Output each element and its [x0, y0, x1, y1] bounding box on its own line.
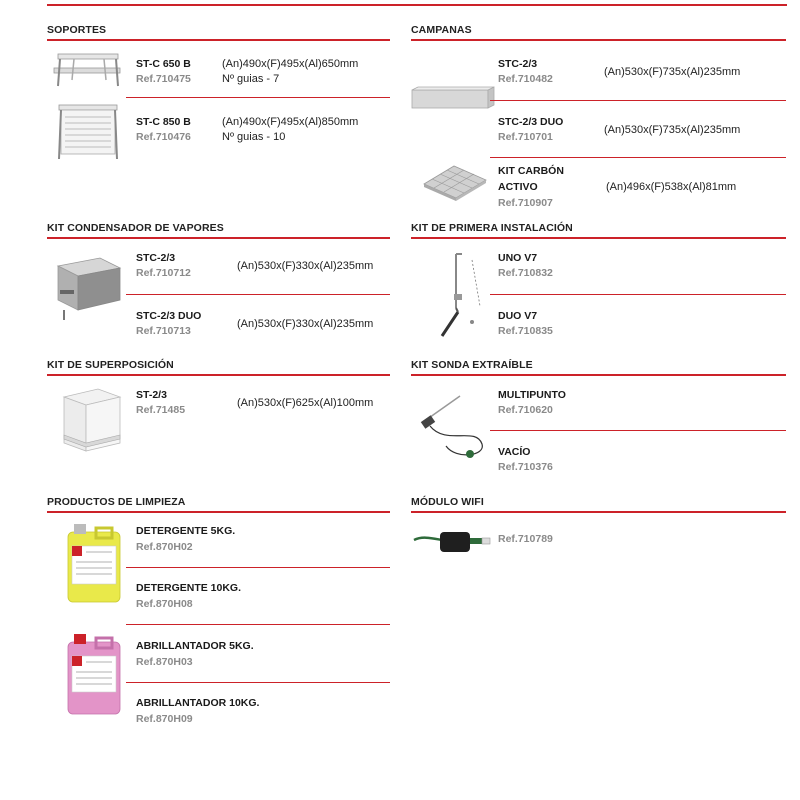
- row-divider: [126, 97, 390, 98]
- product-ref: Ref.870H03: [136, 656, 193, 668]
- product-ref: Ref.710475: [136, 73, 191, 85]
- product-dimensions: (An)530x(F)735x(Al)235mm: [604, 124, 741, 136]
- product-name: MULTIPUNTO: [498, 389, 566, 401]
- product-name: ST-2/3: [136, 389, 167, 401]
- installation-kit-image: [424, 250, 494, 342]
- section-campanas: [411, 24, 786, 41]
- condenser-image: [50, 252, 124, 324]
- product-dimensions: (An)530x(F)330x(Al)235mm: [237, 260, 374, 272]
- product-ref: Ref.870H09: [136, 713, 193, 725]
- product-name: DUO V7: [498, 310, 538, 322]
- product-name: DETERGENTE 5KG.: [136, 525, 236, 537]
- product-name: DETERGENTE 10KG.: [136, 582, 242, 594]
- product-name: VACÍO: [498, 446, 531, 458]
- section-sonda: [411, 359, 786, 376]
- product-name: UNO V7: [498, 252, 538, 264]
- product-ref: Ref.710907: [498, 197, 553, 209]
- row-divider: [126, 567, 390, 568]
- product-name: ABRILLANTADOR 10KG.: [136, 697, 260, 709]
- product-ref: Ref.710713: [136, 325, 191, 337]
- product-name-line1: KIT CARBÓN: [498, 165, 564, 177]
- section-limpieza: [47, 496, 390, 513]
- top-rule: [47, 4, 787, 6]
- row-divider: [490, 157, 786, 158]
- section-title: KIT CONDENSADOR DE VAPORES: [47, 222, 390, 239]
- wifi-module-image: [410, 522, 496, 562]
- carbon-filter-image: [420, 162, 490, 202]
- product-ref: Ref.710701: [498, 131, 553, 143]
- section-title: MÓDULO WIFI: [411, 496, 786, 513]
- product-dimensions: (An)530x(F)625x(Al)100mm: [237, 397, 374, 409]
- product-name: STC-2/3: [136, 252, 176, 264]
- stand-850-image: [55, 103, 123, 161]
- detergent-image: [60, 522, 130, 606]
- product-ref: Ref.71485: [136, 404, 186, 416]
- product-name: STC-2/3 DUO: [498, 116, 564, 128]
- section-title: KIT DE SUPERPOSICIÓN: [47, 359, 390, 376]
- product-name: ABRILLANTADOR 5KG.: [136, 640, 254, 652]
- row-divider: [490, 430, 786, 431]
- product-guides: Nº guias - 10: [222, 131, 286, 143]
- product-name: STC-2/3: [498, 58, 538, 70]
- row-divider: [126, 624, 390, 625]
- section-title: KIT SONDA EXTRAÍBLE: [411, 359, 786, 376]
- hood-image: [410, 84, 496, 112]
- section-title: PRODUCTOS DE LIMPIEZA: [47, 496, 390, 513]
- product-dimensions: (An)496x(F)538x(Al)81mm: [606, 181, 737, 193]
- section-soportes: [47, 24, 390, 41]
- product-ref: Ref.710789: [498, 533, 553, 545]
- row-divider: [490, 294, 786, 295]
- product-ref: Ref.710835: [498, 325, 553, 337]
- product-dimensions: (An)530x(F)735x(Al)235mm: [604, 66, 741, 78]
- probe-image: [416, 390, 496, 466]
- stacking-kit-image: [58, 385, 124, 457]
- stand-650-image: [52, 50, 124, 88]
- section-title: KIT DE PRIMERA INSTALACIÓN: [411, 222, 786, 239]
- section-primera-instalacion: [411, 222, 786, 239]
- rinse-aid-image: [60, 632, 130, 718]
- product-guides: Nº guias - 7: [222, 73, 280, 85]
- section-wifi: [411, 496, 786, 513]
- product-ref: Ref.710376: [498, 461, 553, 473]
- product-ref: Ref.710712: [136, 267, 191, 279]
- section-title: SOPORTES: [47, 24, 390, 41]
- product-ref: Ref.870H08: [136, 598, 193, 610]
- product-name: ST-C 650 B: [136, 58, 191, 70]
- section-superposicion: [47, 359, 390, 376]
- product-dimensions: (An)490x(F)495x(Al)650mm: [222, 58, 359, 70]
- product-ref: Ref.870H02: [136, 541, 193, 553]
- row-divider: [126, 294, 390, 295]
- product-dimensions: (An)530x(F)330x(Al)235mm: [237, 318, 374, 330]
- section-condensador: [47, 222, 390, 239]
- product-name: ST-C 850 B: [136, 116, 191, 128]
- row-divider: [126, 682, 390, 683]
- product-ref: Ref.710482: [498, 73, 553, 85]
- section-title: CAMPANAS: [411, 24, 786, 41]
- product-name-line2: ACTIVO: [498, 181, 538, 193]
- product-ref: Ref.710832: [498, 267, 553, 279]
- product-dimensions: (An)490x(F)495x(Al)850mm: [222, 116, 359, 128]
- product-ref: Ref.710476: [136, 131, 191, 143]
- product-ref: Ref.710620: [498, 404, 553, 416]
- product-name: STC-2/3 DUO: [136, 310, 202, 322]
- row-divider: [490, 100, 786, 101]
